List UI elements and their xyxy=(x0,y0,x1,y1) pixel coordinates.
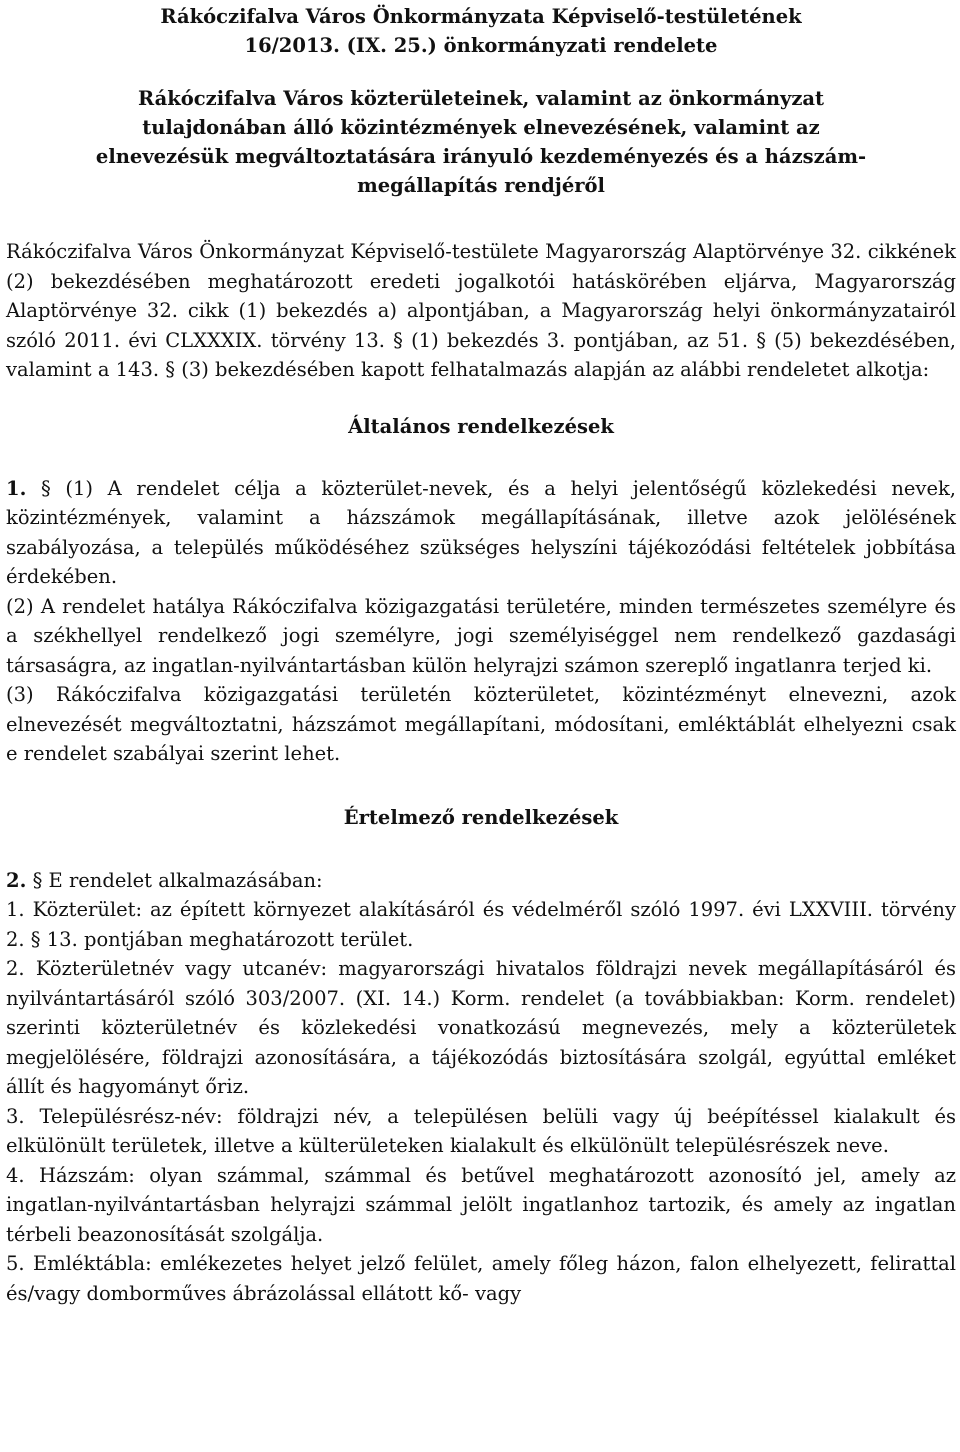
section-heading-definitions: Értelmező rendelkezések xyxy=(343,805,619,829)
section-heading-general: Általános rendelkezések xyxy=(348,414,614,438)
section-2-intro-text: § E rendelet alkalmazásában: xyxy=(32,868,323,892)
document-title-line-1: Rákóczifalva Város Önkormányzata Képviselő-testületének xyxy=(160,5,802,28)
definition-item-1: 1. Közterület: az épített környezet alakításáról és védelméről szóló 1997. évi LXXVIII. törvény 2. § 13. pontjában meghatározott terület. xyxy=(6,898,956,951)
document-page xyxy=(6,0,956,1308)
definition-item-4: 4. Házszám: olyan számmal, számmal és betűvel meghatározott azonosító jel, amely az ingatlan-nyilvántartásban helyrajzi számmal jelölt ingatlanhoz tartozik, és amely az ingatlan térbeli beazonosítását szolgálja. xyxy=(6,1163,956,1246)
section-1-paragraph-2: (2) A rendelet hatálya Rákóczifalva közigazgatási területére, minden természetes személyre és a székhellyel rendelkező jogi személyre, jogi személyiséggel nem rendelkező gazdasági társaságra, az ingatlan-nyilvántartásban külön helyrajzi számon szereplő ingatlanra terjed ki. xyxy=(6,594,956,677)
section-1-paragraph-1-text: § (1) A rendelet célja a közterület-nevek, és a helyi jelentőségű közlekedési nevek, közintézmények, valamint a házszámok megállapításának, illetve azok jelölésének szabályozása, a település működéséhez szükséges helyszíni tájékozódási feltételek jobbítása érdekében. xyxy=(6,476,957,588)
subtitle-line-4: megállapítás rendjéről xyxy=(357,174,605,197)
definition-item-3: 3. Településrész-név: földrajzi név, a településen belüli vagy új beépítéssel kialakult és elkülönült területek, illetve a külterületeken kialakult és elkülönült településrészek neve. xyxy=(6,1104,956,1157)
section-2-number: 2. xyxy=(6,868,27,892)
subtitle-line-1: Rákóczifalva Város közterületeinek, valamint az önkormányzat xyxy=(137,87,825,110)
subtitle-line-2: tulajdonában álló közintézmények elnevezésének, valamint az xyxy=(142,116,820,139)
section-1-paragraph-1 xyxy=(6,474,956,592)
definition-item-2: 2. Közterületnév vagy utcanév: magyarországi hivatalos földrajzi nevek megállapításáról és nyilvántartásáról szóló 303/2007. (XI. 14.) Korm. rendelet (a továbbiakban: Korm. rendelet) szerinti közterületnév és közlekedési vonatkozású megnevezés, mely a közterületek megjelölésére, földrajzi azonosítására, a tájékozódás biztosítására szolgál, egyúttal emléket állít és hagyományt őriz. xyxy=(6,957,956,1098)
document-header xyxy=(6,0,956,60)
section-2-intro xyxy=(6,866,956,896)
document-subtitle xyxy=(6,84,956,200)
section-1-paragraph-3: (3) Rákóczifalva közigazgatási területén közterületet, közintézményt elnevezni, azok elnevezését megváltoztatni, házszámot megállapítani, módosítani, emléktáblát elhelyezni csak e rendelet szabályai szerint lehet. xyxy=(6,683,956,765)
document-title-line-2: 16/2013. (IX. 25.) önkormányzati rendelete xyxy=(244,34,718,57)
definition-item-5: 5. Emléktábla: emlékezetes helyet jelző felület, amely főleg házon, falon elhelyezett, felirattal és/vagy domborműves ábrázolással ellátott kő- vagy xyxy=(6,1252,956,1305)
section-1-number: 1. xyxy=(6,476,27,500)
subtitle-line-3: elnevezésük megváltoztatására irányuló kezdeményezés és a házszám- xyxy=(95,145,867,168)
preamble-paragraph: Rákóczifalva Város Önkormányzat Képviselő-testülete Magyarország Alaptörvénye 32. cikkének (2) bekezdésében meghatározott eredeti jogalkotói hatáskörében eljárva, Magyarország Alaptörvénye 32. cikk (1) bekezdés a) alpontjában, a Magyarország helyi önkormányzatairól szóló 2011. évi CLXXXIX. törvény 13. § (1) bekezdés 3. pontjában, az 51. § (5) bekezdésében, valamint a 143. § (3) bekezdésében kapott felhatalmazás alapján az alábbi rendeletet alkotja: xyxy=(6,240,956,381)
